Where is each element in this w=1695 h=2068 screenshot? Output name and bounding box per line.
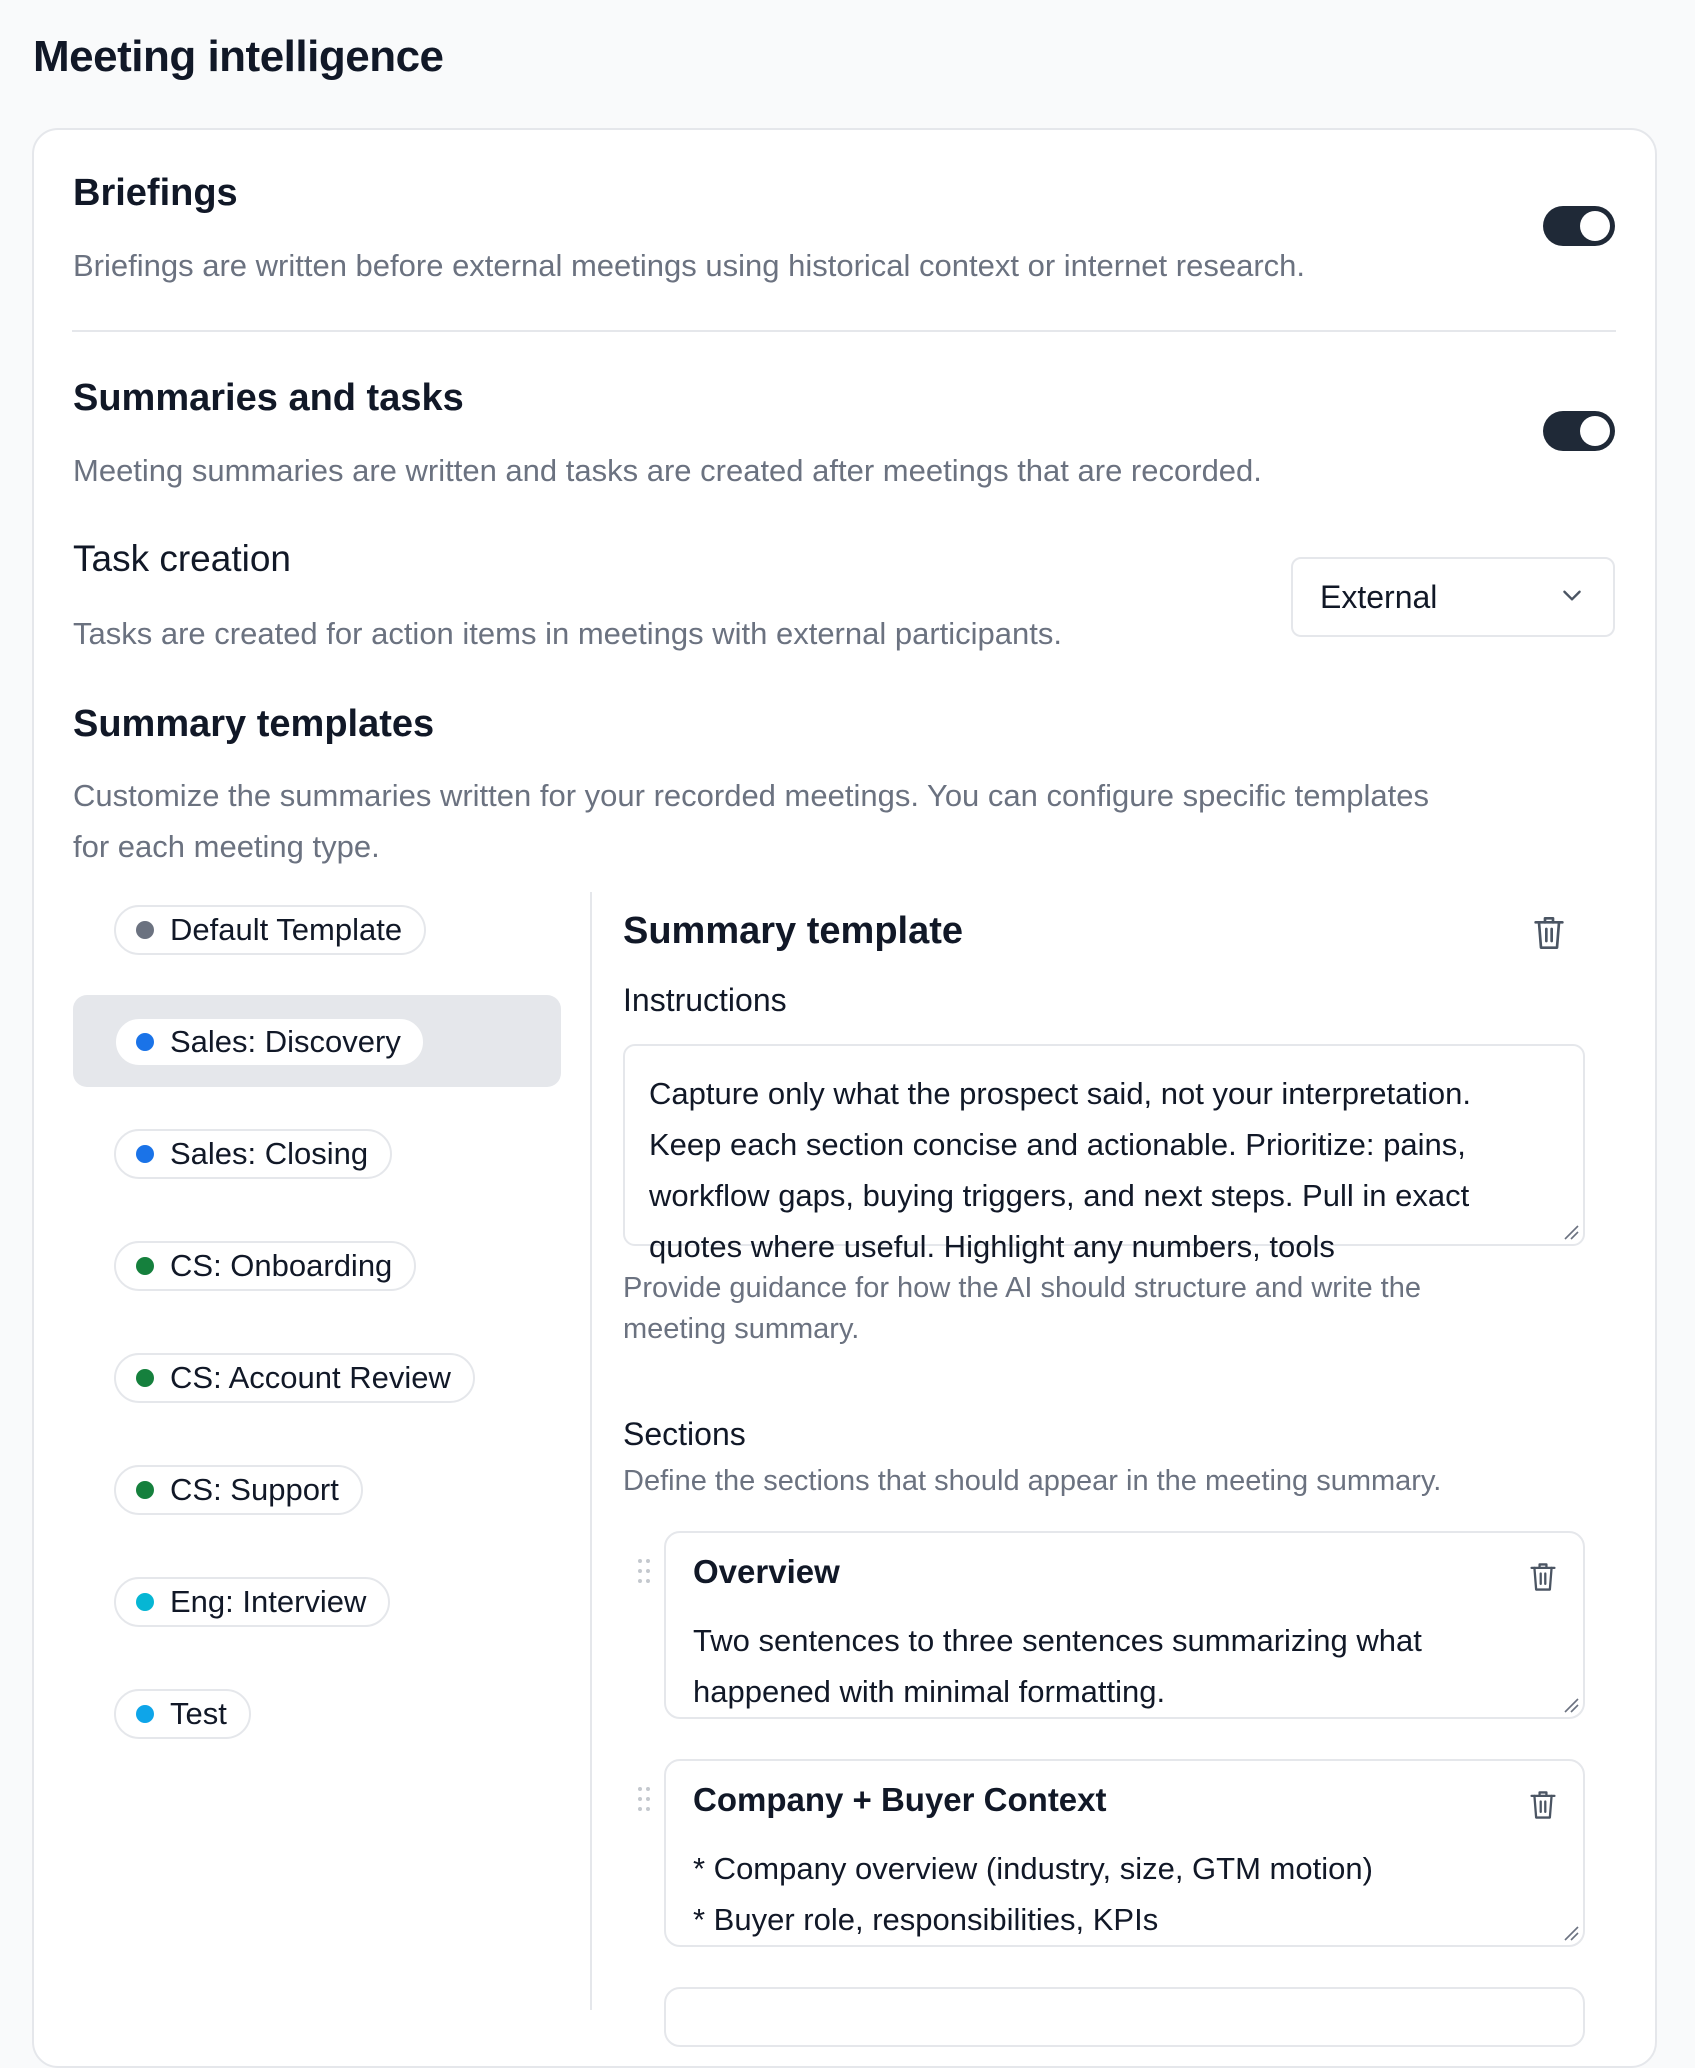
editor-title: Summary template [623, 910, 964, 952]
template-label: CS: Onboarding [170, 1248, 393, 1283]
template-pill[interactable] [114, 1241, 416, 1291]
template-item[interactable] [73, 1443, 561, 1535]
template-label: Eng: Interview [170, 1584, 367, 1619]
briefings-title: Briefings [73, 172, 238, 214]
summary-templates-description-line1: Customize the summaries written for your recorded meetings. You can configure specific templates [73, 778, 1430, 813]
briefings-toggle[interactable] [1543, 206, 1615, 246]
task-creation-title: Task creation [73, 538, 291, 579]
trash-icon[interactable] [1529, 1789, 1557, 1821]
sections-help: Define the sections that should appear in the meeting summary. [623, 1465, 1442, 1497]
template-label: Sales: Discovery [170, 1024, 401, 1059]
summaries-toggle[interactable] [1543, 411, 1615, 451]
template-pill[interactable] [114, 1689, 251, 1739]
section-body[interactable] [693, 1843, 1533, 1945]
template-item[interactable] [73, 1331, 561, 1423]
instructions-line: quotes where useful. Highlight any numbers, tools [649, 1229, 1335, 1264]
summary-templates-description-line2: for each meeting type. [73, 829, 380, 864]
instructions-textarea[interactable] [623, 1044, 1585, 1264]
chevron-down-icon [1559, 582, 1585, 613]
section-line: happened with minimal formatting. [693, 1674, 1166, 1709]
section-line: * Company overview (industry, size, GTM motion) [693, 1851, 1373, 1886]
template-pill[interactable] [114, 1017, 425, 1067]
drag-handle-icon[interactable] [636, 1785, 652, 1813]
divider [72, 330, 1616, 332]
vertical-divider [590, 892, 592, 2010]
section-body[interactable] [693, 1615, 1533, 1717]
task-creation-select[interactable] [1291, 557, 1615, 637]
template-color-dot [136, 1369, 154, 1387]
template-color-dot [136, 921, 154, 939]
template-item[interactable] [73, 1555, 561, 1647]
template-item[interactable] [73, 1219, 561, 1311]
instructions-line: Keep each section concise and actionable. Prioritize: pains, [649, 1127, 1466, 1162]
instructions-label: Instructions [623, 982, 787, 1018]
summaries-description: Meeting summaries are written and tasks are created after meetings that are recorded. [73, 453, 1262, 488]
toggle-knob [1580, 211, 1610, 241]
template-label: CS: Account Review [170, 1360, 451, 1395]
instructions-line: Capture only what the prospect said, not your interpretation. [649, 1076, 1471, 1111]
trash-icon[interactable] [1533, 914, 1565, 952]
section-card-partial[interactable] [664, 1987, 1585, 2047]
template-pill[interactable] [114, 1577, 390, 1627]
toggle-knob [1580, 416, 1610, 446]
template-pill[interactable] [114, 1129, 392, 1179]
template-item[interactable] [73, 883, 561, 975]
section-card-overview[interactable] [664, 1531, 1585, 1719]
template-item[interactable] [73, 995, 561, 1087]
briefings-description: Briefings are written before external meetings using historical context or internet research. [73, 248, 1305, 283]
template-color-dot [136, 1705, 154, 1723]
template-label: CS: Support [170, 1472, 339, 1507]
template-pill[interactable] [114, 1353, 475, 1403]
template-color-dot [136, 1481, 154, 1499]
task-creation-description: Tasks are created for action items in meetings with external participants. [73, 616, 1063, 651]
section-line: * Buyer role, responsibilities, KPIs [693, 1902, 1159, 1937]
trash-icon[interactable] [1529, 1561, 1557, 1593]
section-card-company-buyer-context[interactable] [664, 1759, 1585, 1947]
section-line: Two sentences to three sentences summarizing what [693, 1623, 1422, 1658]
instructions-help-line2: meeting summary. [623, 1313, 860, 1345]
summaries-title: Summaries and tasks [73, 377, 464, 419]
task-creation-value: External [1320, 578, 1438, 615]
template-color-dot [136, 1145, 154, 1163]
instructions-line: workflow gaps, buying triggers, and next steps. Pull in exact [649, 1178, 1470, 1213]
template-label: Test [170, 1696, 227, 1731]
template-color-dot [136, 1257, 154, 1275]
page-title: Meeting intelligence [33, 32, 444, 81]
template-item[interactable] [73, 1107, 561, 1199]
template-label: Default Template [170, 912, 403, 947]
template-pill[interactable] [114, 1465, 363, 1515]
template-color-dot [136, 1033, 154, 1051]
section-title: Overview [693, 1553, 840, 1590]
sections-label: Sections [623, 1416, 746, 1452]
section-title: Company + Buyer Context [693, 1781, 1107, 1818]
template-label: Sales: Closing [170, 1136, 369, 1171]
template-color-dot [136, 1593, 154, 1611]
template-pill[interactable] [114, 905, 426, 955]
summary-templates-title: Summary templates [73, 703, 435, 745]
resize-handle-icon[interactable] [1561, 1923, 1579, 1941]
instructions-help-line1: Provide guidance for how the AI should structure and write the [623, 1272, 1421, 1304]
resize-handle-icon[interactable] [1561, 1695, 1579, 1713]
template-item[interactable] [73, 1667, 561, 1759]
resize-handle-icon[interactable] [1561, 1222, 1579, 1240]
drag-handle-icon[interactable] [636, 1557, 652, 1585]
